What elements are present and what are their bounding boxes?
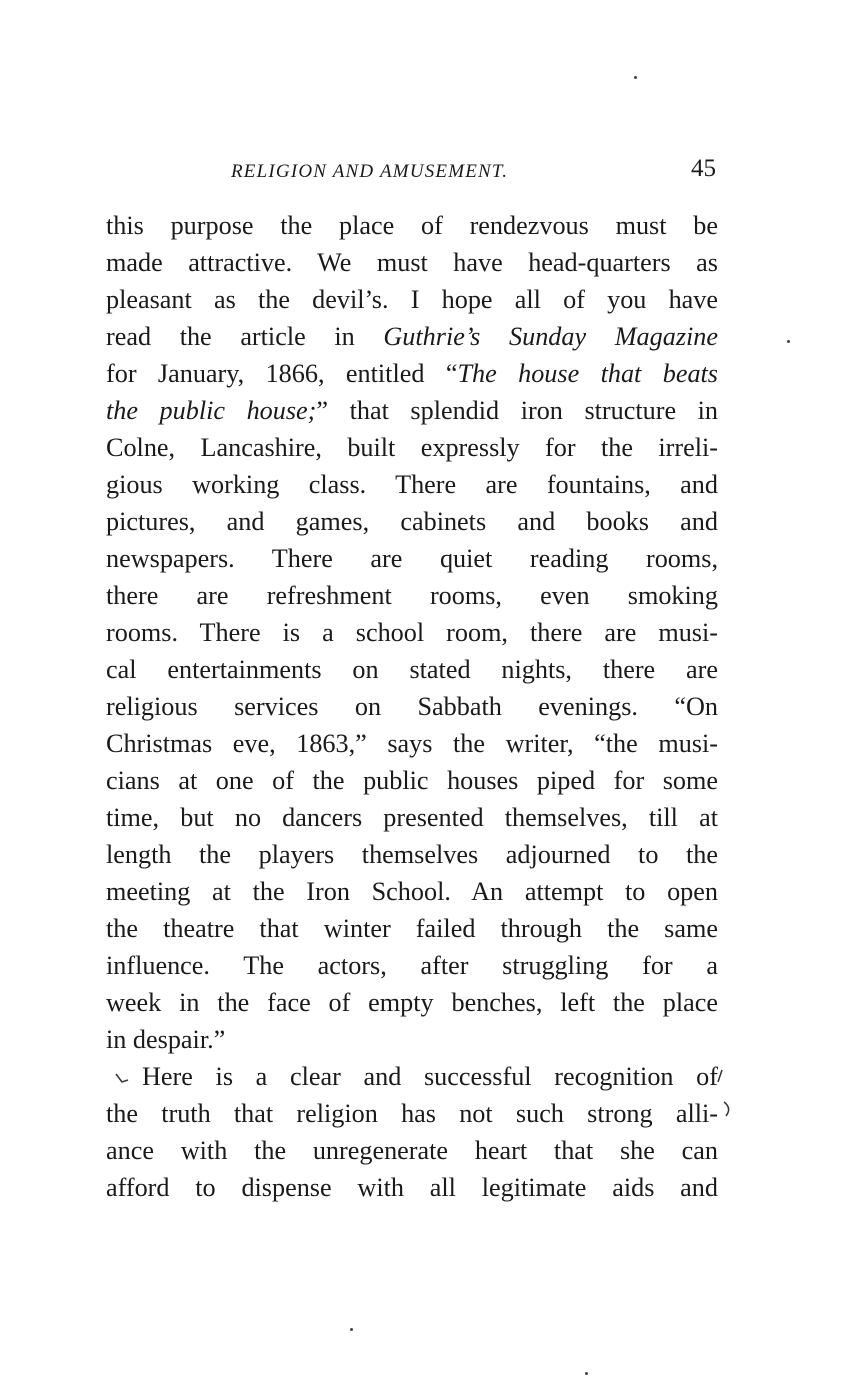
scan-speck [634,76,637,79]
text-line: the theatre that winter failed through the same [106,914,718,943]
running-title: RELIGION AND AMUSEMENT. [231,161,509,182]
text-line [106,392,718,429]
article-title: The house that beats [457,359,718,388]
paragraph-mark [114,1070,130,1086]
text-line: made attractive. We must have head-quarters as [106,248,718,277]
text-line [106,355,718,392]
text-line: meeting at the Iron School. An attempt to open [106,877,718,906]
page-number: 45 [691,155,716,182]
text-line: Colne, Lancashire, built expressly for the irreli- [106,433,718,462]
text-line: gious working class. There are fountains, and [106,470,718,499]
text-line: ance with the unregenerate heart that she can [106,1136,718,1165]
text-line: there are refreshment rooms, even smoking [106,581,718,610]
text-line: religious services on Sabbath evenings. “On [106,692,718,721]
paragraph [106,1058,718,1206]
text-line: newspapers. There are quiet reading rooms, [106,544,718,573]
margin-bracket-mark [716,1068,736,1128]
paragraph-mark-stroke [116,1074,128,1082]
text-fragment: for January, 1866, entitled “ [106,359,458,388]
text-line: Here is a clear and successful recognition of [142,1062,718,1091]
text-line: afford to dispense with all legitimate aids and [106,1173,718,1202]
page-body [106,207,718,1206]
text-fragment: read the article in [106,322,355,351]
text-line: week in the face of empty benches, left the place [106,988,718,1017]
text-line: pictures, and games, cabinets and books and [106,507,718,536]
text-line [106,318,718,355]
magazine-title: Guthrie’s Sunday Magazine [383,322,719,351]
text-line: pleasant as the devil’s. I hope all of you have [106,285,718,314]
text-fragment: ” that splendid iron structure in [316,396,718,425]
text-line: influence. The actors, after struggling for a [106,951,718,980]
bracket-stroke [718,1070,729,1116]
scan-speck [350,1328,353,1331]
text-line: Christmas eve, 1863,” says the writer, “the musi- [106,729,718,758]
paragraph [106,207,718,1058]
text-line: length the players themselves adjourned to the [106,840,718,869]
text-line: in despair.” [106,1025,226,1054]
text-line: cians at one of the public houses piped for some [106,766,718,795]
scan-speck [585,1372,588,1375]
page-header [106,155,718,191]
scan-speck [787,340,790,343]
text-line: this purpose the place of rendezvous must be [106,211,718,240]
text-line: the truth that religion has not such strong alli- [106,1099,718,1128]
text-line: cal entertainments on stated nights, there are [106,655,718,684]
article-title-continued: the public house; [106,396,317,425]
text-line: rooms. There is a school room, there are musi- [106,618,718,647]
text-line: time, but no dancers presented themselves, till at [106,803,718,832]
